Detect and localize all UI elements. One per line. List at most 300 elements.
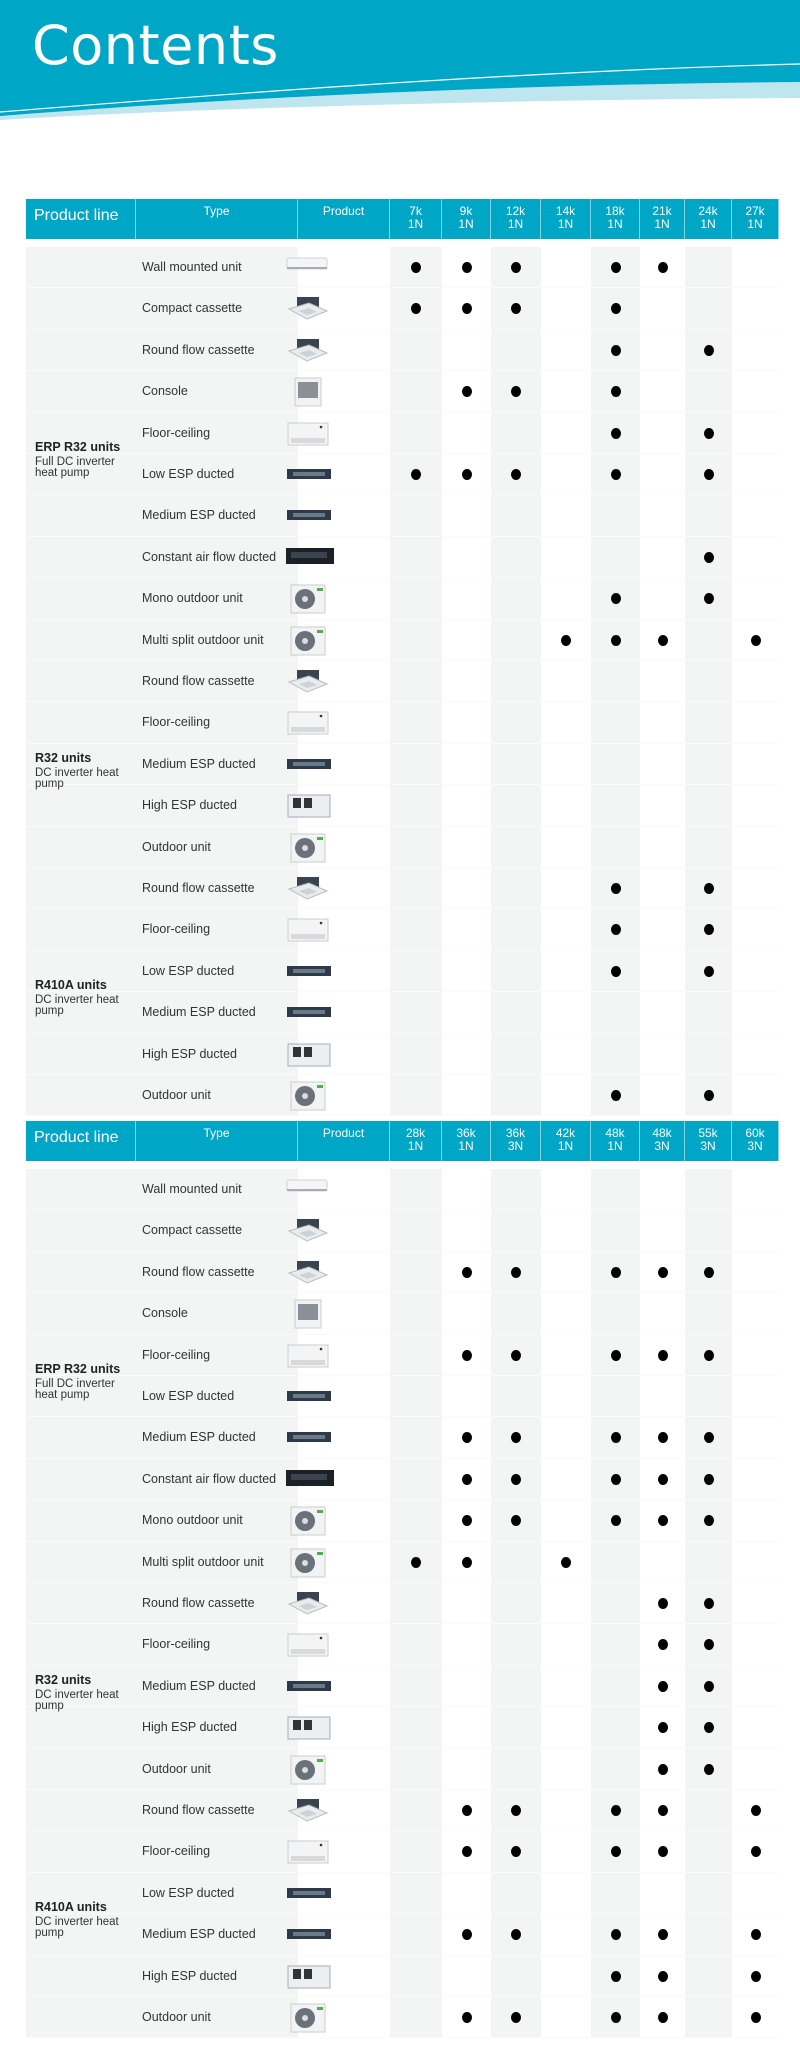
type-label: Low ESP ducted — [142, 963, 235, 978]
table-row — [26, 1624, 779, 1665]
table-row — [26, 1831, 779, 1872]
availability-dot — [658, 2012, 668, 2023]
availability-dot — [462, 1846, 472, 1857]
page-title: Contents — [32, 14, 279, 77]
type-label: Floor-ceiling — [142, 922, 211, 937]
table-row — [26, 1075, 779, 1116]
header-capacity — [685, 199, 732, 239]
availability-dot — [658, 1515, 668, 1526]
availability-dot — [704, 1350, 714, 1361]
floor-ceiling-product-image — [285, 914, 335, 951]
availability-dot — [658, 1722, 668, 1733]
capacity-phase: 1N — [700, 217, 716, 231]
table-row — [26, 1956, 779, 1997]
group-subtitle: DC inverter heat pump — [35, 766, 119, 790]
outdoor-product-image — [285, 1505, 335, 1542]
table-row — [26, 1666, 779, 1707]
availability-dot — [704, 1764, 714, 1775]
capacity-phase: 3N — [747, 1139, 763, 1153]
type-label: Constant air flow ducted — [142, 549, 277, 564]
table-row — [26, 1293, 779, 1334]
availability-dot — [611, 262, 621, 273]
availability-dot — [462, 1929, 472, 1940]
availability-dot — [704, 1474, 714, 1485]
availability-dot — [611, 1474, 621, 1485]
table-row — [26, 1376, 779, 1417]
availability-dot — [658, 1598, 668, 1609]
capacity-phase: 3N — [700, 1139, 716, 1153]
cassette-product-image — [285, 873, 335, 910]
table-row — [26, 495, 779, 536]
table-row — [26, 537, 779, 578]
table-row — [26, 1335, 779, 1376]
product-line-group — [35, 978, 135, 1017]
duct-product-image — [285, 1878, 335, 1915]
type-label: Round flow cassette — [142, 1803, 255, 1817]
type-label: Mono outdoor unit — [142, 591, 243, 606]
table-row — [26, 620, 779, 661]
floor-ceiling-product-image — [285, 418, 335, 455]
group-subtitle: Full DC inverter heat pump — [35, 1378, 115, 1401]
capacity-phase: 3N — [507, 1139, 524, 1153]
header-product-line: Product line — [26, 1121, 136, 1161]
duct-product-image — [285, 1671, 335, 1708]
capacity-value: 9k — [459, 204, 473, 218]
cassette-product-image — [285, 1588, 335, 1625]
header-type: Type — [136, 199, 298, 239]
availability-dot — [611, 924, 621, 935]
type-label: Medium ESP ducted — [142, 1927, 256, 1942]
capacity-phase: 1N — [458, 217, 474, 231]
console-product-image — [285, 376, 335, 413]
availability-dot — [611, 1350, 621, 1361]
table-row — [26, 951, 779, 992]
availability-dot — [611, 1846, 621, 1857]
availability-dot — [751, 1929, 761, 1940]
header-capacity — [390, 1121, 442, 1161]
availability-dot — [611, 1515, 621, 1526]
outdoor-product-image — [285, 832, 335, 869]
availability-dot — [511, 1432, 521, 1443]
table-row — [26, 992, 779, 1033]
type-label: Round flow cassette — [142, 674, 255, 688]
header-product: Product — [298, 199, 390, 239]
capacity-phase: 1N — [507, 217, 524, 231]
availability-dot — [751, 1846, 761, 1857]
availability-dot — [511, 1929, 521, 1940]
availability-dot — [511, 386, 521, 397]
availability-dot — [704, 1639, 714, 1650]
availability-dot — [704, 966, 714, 977]
table-row — [26, 1749, 779, 1790]
table-body — [26, 1169, 779, 2038]
type-label: Wall mounted unit — [142, 1182, 242, 1196]
type-label: Outdoor unit — [142, 1088, 211, 1102]
high-duct-product-image — [285, 1961, 335, 1998]
outdoor-product-image — [285, 1547, 335, 1584]
table-row — [26, 1914, 779, 1955]
console-product-image — [285, 1298, 335, 1335]
availability-dot — [704, 1432, 714, 1443]
table-row — [26, 1252, 779, 1293]
duct-product-image — [285, 1381, 335, 1418]
availability-dot — [462, 1805, 472, 1816]
availability-dot — [704, 1598, 714, 1609]
availability-dot — [704, 428, 714, 439]
table-row — [26, 371, 779, 412]
table-row — [26, 868, 779, 909]
cassette-product-image — [285, 666, 335, 703]
availability-dot — [411, 262, 421, 273]
availability-dot — [704, 883, 714, 894]
type-label: Console — [142, 1306, 188, 1321]
availability-dot — [511, 469, 521, 480]
capacity-value: 24k — [698, 204, 718, 218]
duct-product-image — [285, 1919, 335, 1956]
availability-dot — [658, 1681, 668, 1692]
type-label: Low ESP ducted — [142, 1885, 235, 1900]
availability-dot — [462, 386, 472, 397]
type-label: Compact cassette — [142, 301, 243, 316]
type-label: Round flow cassette — [142, 1596, 255, 1610]
group-subtitle: DC inverter heat pump — [35, 1688, 119, 1712]
duct-dark-product-image — [285, 1464, 335, 1501]
capacity-value: 55k — [698, 1126, 718, 1140]
availability-dot — [658, 262, 668, 273]
availability-dot — [658, 1474, 668, 1485]
header-capacity — [685, 1121, 732, 1161]
type-label: Constant air flow ducted — [142, 1471, 277, 1486]
header-type: Type — [136, 1121, 298, 1161]
availability-dot — [462, 1474, 472, 1485]
product-line-group — [35, 751, 135, 790]
product-line-group — [35, 440, 135, 479]
type-label: Outdoor unit — [142, 2010, 211, 2024]
availability-dot — [751, 635, 761, 646]
availability-dot — [611, 469, 621, 480]
table-row — [26, 1542, 779, 1583]
group-name: R410A units — [35, 978, 107, 993]
type-label: Mono outdoor unit — [142, 1513, 243, 1528]
table-row — [26, 1873, 779, 1914]
capacity-value: 18k — [605, 204, 625, 218]
type-label: Compact cassette — [142, 1223, 243, 1238]
capacity-phase: 1N — [607, 1139, 623, 1153]
outdoor-product-image — [285, 1080, 335, 1117]
capacity-value: 21k — [652, 204, 672, 218]
capacity-value: 36k — [505, 1126, 526, 1140]
table-row — [26, 1997, 779, 2038]
availability-dot — [658, 1350, 668, 1361]
group-name: ERP R32 units — [35, 1362, 121, 1376]
capacity-value: 14k — [555, 204, 576, 218]
header-capacity — [732, 199, 779, 239]
capacity-value: 48k — [605, 1126, 625, 1140]
outdoor-product-image — [285, 583, 335, 620]
type-label: Outdoor unit — [142, 1761, 211, 1776]
duct-product-image — [285, 459, 335, 496]
table-row — [26, 1583, 779, 1624]
type-label: Floor-ceiling — [142, 1347, 211, 1362]
header-capacity — [442, 1121, 491, 1161]
availability-dot — [411, 469, 421, 480]
table-row — [26, 288, 779, 329]
table-row — [26, 1459, 779, 1500]
high-duct-product-image — [285, 1712, 335, 1749]
duct-product-image — [285, 1422, 335, 1459]
table-row — [26, 413, 779, 454]
outdoor-product-image — [285, 1754, 335, 1791]
group-name: R32 units — [35, 1672, 92, 1687]
header-capacity — [541, 1121, 591, 1161]
header-capacity — [732, 1121, 779, 1161]
table-row — [26, 702, 779, 743]
floor-ceiling-product-image — [285, 1629, 335, 1666]
duct-product-image — [285, 997, 335, 1034]
capacity-phase: 1N — [407, 1139, 424, 1153]
availability-dot — [704, 924, 714, 935]
availability-dot — [561, 1557, 571, 1568]
availability-dot — [462, 1557, 472, 1568]
availability-dot — [462, 262, 472, 273]
type-label: Floor-ceiling — [142, 1844, 211, 1859]
group-subtitle: DC inverter heat pump — [35, 1916, 119, 1940]
high-duct-product-image — [285, 1039, 335, 1076]
table-row — [26, 827, 779, 868]
availability-dot — [658, 1846, 668, 1857]
type-label: Low ESP ducted — [142, 467, 235, 481]
outdoor-product-image — [285, 2002, 335, 2039]
header-capacity — [591, 199, 640, 239]
availability-dot — [611, 1090, 621, 1101]
capacity-phase: 3N — [654, 1139, 670, 1153]
product-line-group — [35, 1673, 135, 1712]
type-label: Medium ESP ducted — [142, 1678, 256, 1693]
availability-dot — [462, 1267, 472, 1278]
type-label: High ESP ducted — [142, 1968, 237, 1983]
table-row — [26, 909, 779, 950]
capacity-value: 12k — [505, 204, 526, 218]
capacity-value: 42k — [555, 1126, 576, 1140]
type-label: Multi split outdoor unit — [142, 632, 264, 647]
availability-dot — [611, 1929, 621, 1940]
type-label: High ESP ducted — [142, 798, 237, 813]
availability-dot — [611, 593, 621, 604]
table-row — [26, 1034, 779, 1075]
wall-unit-product-image — [285, 1174, 335, 1211]
group-subtitle: DC inverter heat pump — [35, 994, 119, 1018]
type-label: Floor-ceiling — [142, 715, 211, 730]
cassette-product-image — [285, 293, 335, 330]
type-label: Round flow cassette — [142, 342, 255, 357]
floor-ceiling-product-image — [285, 1340, 335, 1377]
availability-dot — [658, 1971, 668, 1982]
availability-dot — [611, 386, 621, 397]
table-row — [26, 1707, 779, 1748]
capacity-value: 60k — [745, 1126, 765, 1140]
availability-dot — [704, 1090, 714, 1101]
duct-product-image — [285, 749, 335, 786]
capacity-value: 36k — [456, 1126, 476, 1140]
availability-dot — [411, 1557, 421, 1568]
availability-dot — [462, 1432, 472, 1443]
table-row — [26, 247, 779, 288]
availability-dot — [751, 1805, 761, 1816]
type-label: Medium ESP ducted — [142, 1005, 256, 1020]
type-label: High ESP ducted — [142, 1720, 237, 1735]
cassette-product-image — [285, 335, 335, 372]
availability-dot — [704, 1722, 714, 1733]
type-label: Outdoor unit — [142, 839, 211, 854]
floor-ceiling-product-image — [285, 1836, 335, 1873]
availability-dot — [704, 1681, 714, 1692]
capacity-phase: 1N — [557, 1139, 574, 1153]
availability-dot — [704, 552, 714, 563]
wall-unit-product-image — [285, 252, 335, 289]
capacity-phase: 1N — [407, 217, 424, 231]
header-capacity — [640, 1121, 685, 1161]
type-label: Medium ESP ducted — [142, 756, 256, 771]
group-subtitle: Full DC inverter heat pump — [35, 456, 115, 479]
availability-dot — [704, 345, 714, 356]
availability-dot — [611, 428, 621, 439]
availability-dot — [611, 966, 621, 977]
type-label: Floor-ceiling — [142, 425, 211, 440]
availability-dot — [658, 1267, 668, 1278]
table-header — [26, 1121, 779, 1161]
capacity-phase: 1N — [747, 217, 763, 231]
header-capacity — [491, 199, 541, 239]
header-capacity — [390, 199, 442, 239]
availability-dot — [658, 1805, 668, 1816]
cassette-product-image — [285, 1795, 335, 1832]
group-name: ERP R32 units — [35, 440, 121, 454]
type-label: Round flow cassette — [142, 1264, 255, 1279]
outdoor-product-image — [285, 625, 335, 662]
table-row — [26, 744, 779, 785]
availability-dot — [611, 1432, 621, 1443]
availability-dot — [411, 303, 421, 314]
header-capacity — [541, 199, 591, 239]
availability-dot — [611, 1971, 621, 1982]
availability-dot — [511, 1846, 521, 1857]
availability-dot — [511, 1267, 521, 1278]
availability-dot — [511, 303, 521, 314]
table-row — [26, 1417, 779, 1458]
type-label: High ESP ducted — [142, 1046, 237, 1061]
capacity-phase: 1N — [607, 217, 623, 231]
availability-dot — [462, 1350, 472, 1361]
availability-dot — [462, 303, 472, 314]
header-product-line: Product line — [26, 199, 136, 239]
availability-dot — [511, 1805, 521, 1816]
header-capacity — [491, 1121, 541, 1161]
cassette-product-image — [285, 1215, 335, 1252]
availability-dot — [611, 635, 621, 646]
availability-dot — [658, 1929, 668, 1940]
table-row — [26, 454, 779, 495]
availability-dot — [611, 883, 621, 894]
availability-dot — [462, 2012, 472, 2023]
table-row — [26, 1500, 779, 1541]
availability-dot — [511, 1474, 521, 1485]
type-label: Round flow cassette — [142, 881, 255, 895]
availability-dot — [611, 2012, 621, 2023]
duct-product-image — [285, 500, 335, 537]
availability-dot — [704, 469, 714, 480]
capacity-value: 27k — [745, 204, 765, 218]
header-capacity — [442, 199, 491, 239]
cassette-product-image — [285, 1257, 335, 1294]
floor-ceiling-product-image — [285, 707, 335, 744]
availability-dot — [751, 2012, 761, 2023]
capacity-value: 28k — [405, 1126, 426, 1140]
table-row — [26, 1169, 779, 1210]
table-row — [26, 578, 779, 619]
type-label: Multi split outdoor unit — [142, 1554, 264, 1569]
duct-dark-product-image — [285, 542, 335, 579]
header-product: Product — [298, 1121, 390, 1161]
availability-dot — [511, 1350, 521, 1361]
availability-dot — [751, 1971, 761, 1982]
header-capacity — [640, 199, 685, 239]
group-name: R32 units — [35, 750, 92, 765]
header-capacity — [591, 1121, 640, 1161]
table-row — [26, 785, 779, 826]
table-header — [26, 199, 779, 239]
duct-product-image — [285, 956, 335, 993]
type-label: Wall mounted unit — [142, 260, 242, 274]
availability-dot — [658, 635, 668, 646]
availability-dot — [704, 1515, 714, 1526]
type-label: Low ESP ducted — [142, 1389, 235, 1403]
availability-dot — [511, 2012, 521, 2023]
availability-dot — [704, 593, 714, 604]
product-line-group — [35, 1362, 135, 1401]
type-label: Medium ESP ducted — [142, 1430, 256, 1445]
availability-dot — [658, 1639, 668, 1650]
availability-dot — [704, 1267, 714, 1278]
table-row — [26, 330, 779, 371]
capacity-phase: 1N — [557, 217, 574, 231]
availability-dot — [561, 635, 571, 646]
capacity-value: 7k — [409, 204, 422, 218]
availability-dot — [658, 1432, 668, 1443]
availability-dot — [611, 303, 621, 314]
type-label: Console — [142, 384, 188, 399]
availability-dot — [611, 345, 621, 356]
table-row — [26, 661, 779, 702]
availability-dot — [658, 1764, 668, 1775]
availability-dot — [611, 1267, 621, 1278]
group-name: R410A units — [35, 1900, 107, 1915]
type-label: Medium ESP ducted — [142, 508, 256, 523]
availability-dot — [462, 469, 472, 480]
availability-dot — [511, 262, 521, 273]
product-line-group — [35, 1900, 135, 1939]
capacity-phase: 1N — [654, 217, 670, 231]
availability-dot — [462, 1515, 472, 1526]
availability-dot — [611, 1805, 621, 1816]
availability-dot — [511, 1515, 521, 1526]
capacity-value: 48k — [652, 1126, 672, 1140]
table-body — [26, 247, 779, 1116]
table-row — [26, 1210, 779, 1251]
table-row — [26, 1790, 779, 1831]
type-label: Floor-ceiling — [142, 1637, 211, 1652]
high-duct-product-image — [285, 790, 335, 827]
capacity-phase: 1N — [458, 1139, 474, 1153]
